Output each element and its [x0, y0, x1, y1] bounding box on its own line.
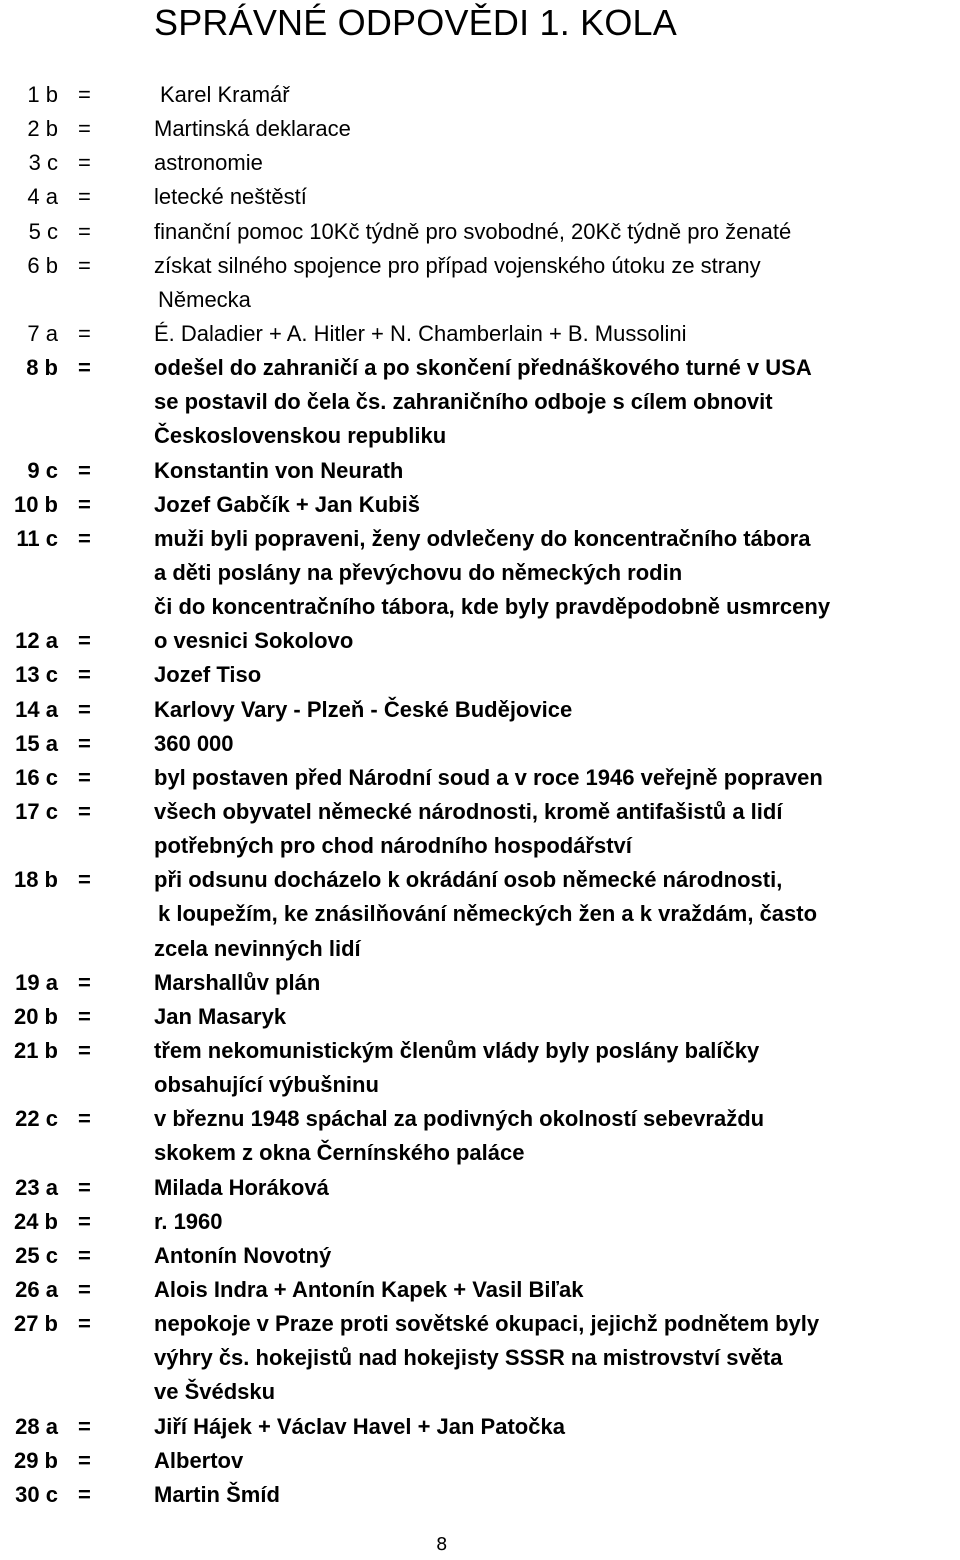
answer-line: či do koncentračního tábora, kde byly pravděpodobně usmrceny [154, 594, 831, 620]
answer-line: třem nekomunistickým členům vlády byly poslány balíčky [154, 1038, 760, 1064]
answer-text [154, 488, 420, 522]
answer-line: o vesnici Sokolovo [154, 628, 354, 654]
answer-number: 16 c [15, 764, 58, 790]
answer-row [0, 727, 960, 761]
equals-sign: = [78, 969, 91, 995]
equals-sign: = [78, 1481, 91, 1507]
answer-row [0, 1444, 960, 1478]
answer-line: Jozef Gabčík + Jan Kubiš [154, 491, 420, 517]
answer-line: Jan Masaryk [154, 1003, 287, 1029]
answer-number: 9 c [27, 457, 58, 483]
answer-text [154, 522, 830, 624]
answer-line: Karlovy Vary - Plzeň - České Budějovice [154, 696, 573, 722]
page-number: 8 [436, 1534, 448, 1555]
answer-text [154, 1034, 759, 1102]
equals-sign: = [78, 730, 91, 756]
answer-number: 11 c [16, 525, 58, 551]
answer-row [0, 1239, 960, 1273]
answer-row [0, 1478, 960, 1512]
answer-line: Antonín Novotný [154, 1242, 332, 1268]
answer-row [0, 522, 960, 624]
answer-row [0, 693, 960, 727]
page-title: SPRÁVNÉ ODPOVĚDI 1. KOLA [154, 2, 677, 43]
equals-sign: = [78, 355, 91, 381]
answer-row [0, 1034, 960, 1102]
answer-row [0, 658, 960, 692]
equals-sign: = [78, 1413, 91, 1439]
equals-sign: = [78, 1208, 91, 1234]
answer-row [0, 863, 960, 965]
answer-row [0, 454, 960, 488]
answer-line: Albertov [154, 1447, 244, 1473]
answer-number: 2 b [27, 116, 58, 142]
equals-sign: = [78, 1106, 91, 1132]
answer-text [154, 863, 817, 965]
answer-line: finanční pomoc 10Kč týdně pro svobodné, 20Kč týdně pro ženaté [154, 218, 792, 244]
equals-sign: = [78, 82, 91, 107]
answer-line: muži byli popraveni, ženy odvlečeny do koncentračního tábora [154, 525, 811, 551]
equals-sign: = [78, 1003, 91, 1029]
answer-row [0, 180, 960, 214]
equals-sign: = [78, 662, 91, 688]
answer-text [154, 658, 261, 692]
equals-sign: = [78, 628, 91, 654]
answer-number: 10 b [13, 491, 58, 517]
answer-line: r. 1960 [154, 1208, 223, 1234]
answer-text [154, 112, 351, 146]
answer-number: 25 c [15, 1242, 58, 1268]
equals-sign: = [78, 525, 91, 551]
answer-number: 1 b [27, 82, 58, 107]
answer-number: 23 a [15, 1174, 58, 1200]
answer-line: zcela nevinných lidí [154, 935, 361, 961]
equals-sign: = [78, 252, 91, 278]
answer-text [154, 215, 791, 249]
answer-row [0, 488, 960, 522]
answer-line: všech obyvatel německé národnosti, kromě antifašistů a lidí [154, 799, 783, 824]
answer-line: É. Daladier + A. Hitler + N. Chamberlain + B. Mussolini [154, 321, 687, 346]
answer-text [154, 454, 403, 488]
answer-number: 7 a [27, 321, 58, 346]
answer-row [0, 1273, 960, 1307]
answer-text [154, 1444, 243, 1478]
answer-line: skokem z okna Černínského paláce [154, 1140, 525, 1166]
equals-sign: = [78, 1447, 91, 1473]
answer-line: Československou republiku [154, 423, 447, 449]
answer-line: a děti poslány na převýchovu do německých rodin [154, 560, 683, 586]
answer-line: Karel Kramář [160, 82, 290, 107]
answer-row [0, 1102, 960, 1170]
answer-text [160, 78, 290, 112]
answer-row [0, 1205, 960, 1239]
answer-line: 360 000 [154, 730, 234, 756]
answer-text [154, 1000, 286, 1034]
answer-number: 24 b [13, 1208, 58, 1234]
answer-number: 5 c [28, 218, 58, 244]
answer-text [154, 761, 823, 795]
answer-row [0, 215, 960, 249]
equals-sign: = [78, 764, 91, 790]
equals-sign: = [78, 1174, 91, 1200]
answer-text [154, 1239, 331, 1273]
equals-sign: = [78, 1242, 91, 1268]
equals-sign: = [78, 321, 91, 346]
answer-row [0, 761, 960, 795]
answer-row [0, 1171, 960, 1205]
answer-number: 26 a [15, 1277, 58, 1303]
answer-number: 27 b [13, 1311, 58, 1337]
answer-number: 18 b [13, 867, 58, 893]
answer-row [0, 78, 960, 112]
answer-number: 4 a [27, 184, 58, 210]
answer-number: 12 a [15, 628, 58, 654]
answer-line: se postavil do čela čs. zahraničního odboje s cílem obnovit [154, 389, 773, 415]
answer-text [154, 624, 353, 658]
equals-sign: = [78, 1311, 91, 1337]
answer-line: Německa [158, 286, 251, 312]
equals-sign: = [78, 457, 91, 483]
answer-text [154, 693, 572, 727]
answer-line: astronomie [154, 150, 263, 176]
answer-row [0, 249, 960, 317]
answer-number: 14 a [15, 696, 58, 722]
answer-text [154, 351, 812, 453]
answer-row [0, 1000, 960, 1034]
answer-row [0, 146, 960, 180]
answer-row [0, 1410, 960, 1444]
answer-line: Jozef Tiso [154, 662, 262, 688]
answer-number: 20 b [13, 1003, 58, 1029]
answer-number: 6 b [27, 252, 58, 278]
answer-number: 17 c [15, 799, 58, 824]
answer-line: potřebných pro chod národního hospodářství [154, 833, 632, 859]
answer-line: Marshallův plán [154, 969, 321, 995]
answer-row [0, 351, 960, 453]
answer-text [154, 180, 307, 214]
answer-line: při odsunu docházelo k okrádání osob německé národnosti, [154, 867, 783, 893]
answer-text [154, 1307, 819, 1409]
answer-row [0, 112, 960, 146]
answer-text [154, 317, 687, 351]
answer-line: získat silného spojence pro případ vojenského útoku ze strany [154, 252, 761, 278]
answer-line: letecké neštěstí [154, 184, 307, 210]
equals-sign: = [78, 1277, 91, 1303]
answer-number: 28 a [15, 1413, 58, 1439]
answer-text [154, 1273, 583, 1307]
answer-line: byl postaven před Národní soud a v roce 1946 veřejně popraven [154, 764, 823, 790]
equals-sign: = [78, 150, 91, 176]
answer-text [154, 1478, 280, 1512]
answer-number: 21 b [13, 1038, 58, 1064]
answer-line: v březnu 1948 spáchal za podivných okolností sebevraždu [154, 1106, 765, 1132]
equals-sign: = [78, 867, 91, 893]
answer-line: obsahující výbušninu [154, 1072, 379, 1098]
answer-row [0, 795, 960, 863]
answer-line: Konstantin von Neurath [154, 457, 404, 483]
equals-sign: = [78, 218, 91, 244]
answer-line: výhry čs. hokejistů nad hokejisty SSSR na mistrovství světa [154, 1345, 783, 1371]
answer-line: Martinská deklarace [154, 116, 351, 142]
equals-sign: = [78, 799, 91, 824]
answer-line: Jiří Hájek + Václav Havel + Jan Patočka [154, 1413, 565, 1439]
answer-row [0, 317, 960, 351]
equals-sign: = [78, 491, 91, 517]
answer-line: k loupežím, ke znásilňování německých žen a k vraždám, často [158, 901, 818, 927]
answer-line: odešel do zahraničí a po skončení přednáškového turné v USA [154, 355, 812, 381]
answer-number: 15 a [15, 730, 58, 756]
answer-number: 29 b [13, 1447, 58, 1473]
equals-sign: = [78, 696, 91, 722]
answer-number: 22 c [15, 1106, 58, 1132]
answer-text [154, 1410, 565, 1444]
answer-line: Martin Šmíd [154, 1481, 280, 1507]
answer-text [154, 966, 320, 1000]
answer-line: Alois Indra + Antonín Kapek + Vasil Biľak [154, 1277, 584, 1303]
answer-text [154, 1102, 764, 1170]
answer-number: 19 a [15, 969, 58, 995]
answer-number: 3 c [28, 150, 58, 176]
answer-text [154, 795, 782, 863]
answer-row [0, 1307, 960, 1409]
equals-sign: = [78, 1038, 91, 1064]
answer-line: ve Švédsku [154, 1379, 276, 1405]
answer-number: 13 c [15, 662, 58, 688]
answer-text [154, 1205, 223, 1239]
answer-number: 30 c [15, 1481, 58, 1507]
equals-sign: = [78, 116, 91, 142]
answer-text [154, 727, 234, 761]
answer-text [154, 146, 263, 180]
answer-line: Milada Horáková [154, 1174, 329, 1200]
answer-text [154, 249, 761, 317]
answer-row [0, 966, 960, 1000]
answer-row [0, 624, 960, 658]
answer-line: nepokoje v Praze proti sovětské okupaci, jejichž podnětem byly [154, 1311, 820, 1337]
equals-sign: = [78, 184, 91, 210]
answer-list [0, 78, 960, 1512]
answer-number: 8 b [26, 355, 58, 381]
answer-text [154, 1171, 329, 1205]
